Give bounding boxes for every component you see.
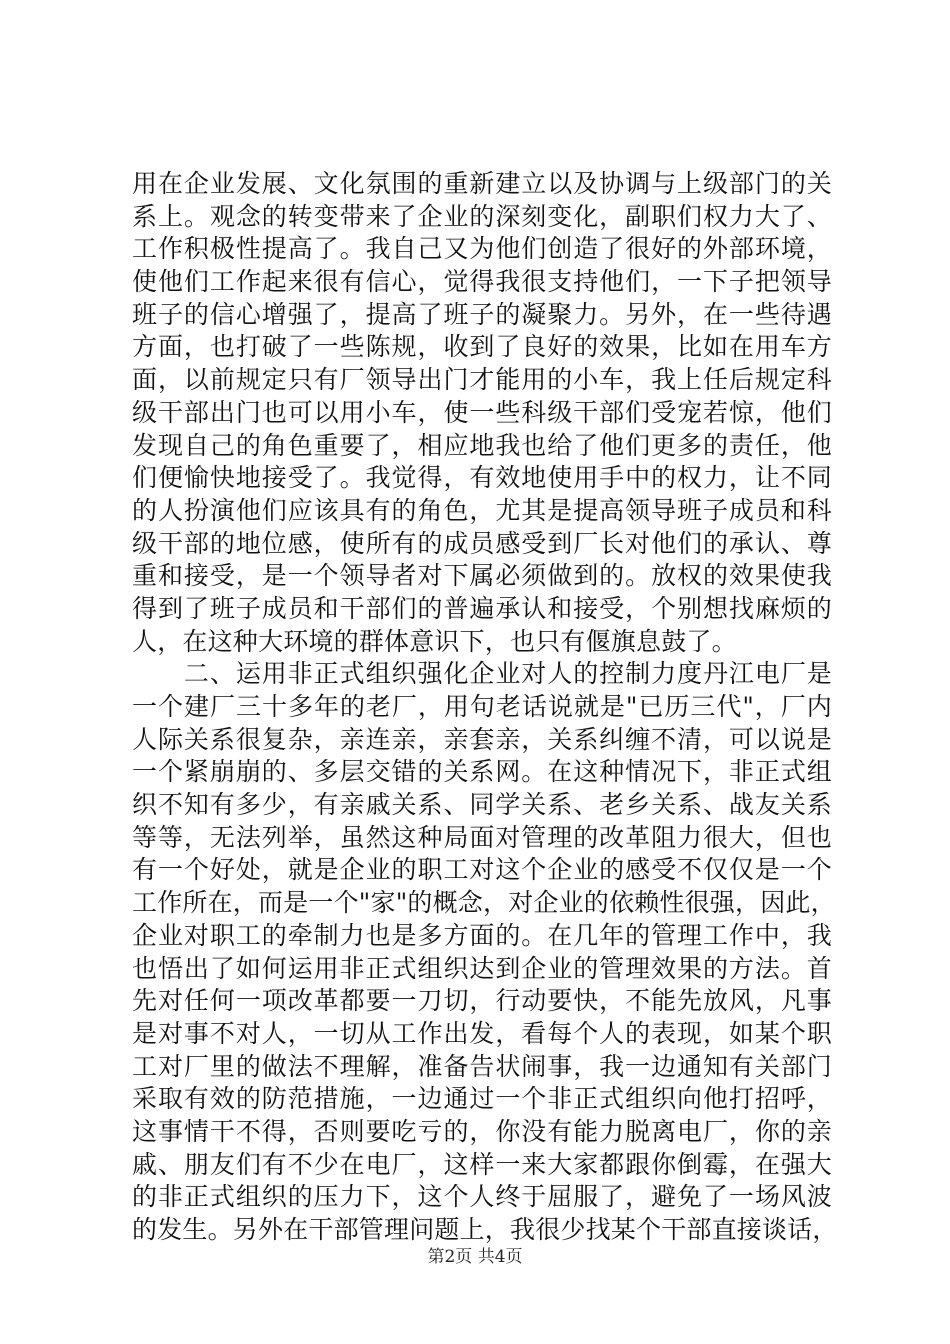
text-line: 是对事不对人，一切从工作出发，看每个人的表现，如某个职 xyxy=(132,1018,832,1048)
text-line: 一个紧崩崩的、多层交错的关系网。在这种情况下，非正式组 xyxy=(132,757,832,787)
text-line: 使他们工作起来很有信心，觉得我很支持他们，一下子把领导 xyxy=(132,267,832,297)
text-line: 发现自己的角色重要了，相应地我也给了他们更多的责任，他 xyxy=(132,430,832,460)
body-text xyxy=(132,168,838,1247)
text-line: 的人扮演他们应该具有的角色，尤其是提高领导班子成员和科 xyxy=(132,495,832,525)
text-line: 工作积极性提高了。我自己又为他们创造了很好的外部环境， xyxy=(132,234,832,264)
text-line: 戚、朋友们有不少在电厂，这样一来大家都跟你倒霉，在强大 xyxy=(132,1149,832,1179)
text-line: 也悟出了如何运用非正式组织达到企业的管理效果的方法。首 xyxy=(132,953,832,983)
text-line: 先对任何一项改革都要一刀切，行动要快，不能先放风，凡事 xyxy=(132,986,832,1016)
text-line: 们便愉快地接受了。我觉得，有效地使用手中的权力，让不同 xyxy=(132,463,832,493)
text-line: 面，以前规定只有厂领导出门才能用的小车，我上任后规定科 xyxy=(132,365,832,395)
text-line: 的发生。另外在干部管理问题上，我很少找某个干部直接谈话， xyxy=(132,1215,838,1244)
text-line: 织不知有多少，有亲戚关系、同学关系、老乡关系、战友关系 xyxy=(132,790,832,820)
text-line: 级干部的地位感，使所有的成员感受到厂长对他们的承认、尊 xyxy=(132,528,832,558)
text-line: 企业对职工的牵制力也是多方面的。在几年的管理工作中，我 xyxy=(132,920,832,950)
text-line: 重和接受，是一个领导者对下属必须做到的。放权的效果使我 xyxy=(132,561,832,591)
text-line: 工对厂里的做法不理解，准备告状闹事，我一边通知有关部门 xyxy=(132,1051,832,1081)
text-line: 得到了班子成员和干部们的普遍承认和接受，个别想找麻烦的 xyxy=(132,593,832,623)
text-line: 人际关系很复杂，亲连亲，亲套亲，关系纠缠不清，可以说是 xyxy=(132,724,832,754)
page-footer: 第2页 共4页 xyxy=(427,1247,523,1267)
text-line: 班子的信心增强了，提高了班子的凝聚力。另外，在一些待遇 xyxy=(132,299,832,329)
text-line: 一个建厂三十多年的老厂，用句老话说就是"已历三代"，厂内 xyxy=(132,692,832,721)
text-line: 系上。观念的转变带来了企业的深刻变化，副职们权力大了、 xyxy=(132,201,832,231)
text-line: 用在企业发展、文化氛围的重新建立以及协调与上级部门的关 xyxy=(132,169,832,198)
text-line: 有一个好处，就是企业的职工对这个企业的感受不仅仅是一个 xyxy=(132,855,832,885)
text-line: 二、运用非正式组织强化企业对人的控制力度丹江电厂是 xyxy=(132,659,832,689)
text-line: 等等，无法列举，虽然这种局面对管理的改革阻力很大，但也 xyxy=(132,822,832,852)
text-line: 方面，也打破了一些陈规，收到了良好的效果，比如在用车方 xyxy=(132,332,832,362)
text-line: 采取有效的防范措施，一边通过一个非正式组织向他打招呼， xyxy=(132,1084,832,1114)
text-line: 这事情干不得，否则要吃亏的，你没有能力脱离电厂，你的亲 xyxy=(132,1116,832,1146)
text-line: 的非正式组织的压力下，这个人终于屈服了，避免了一场风波 xyxy=(132,1182,832,1212)
text-line: 级干部出门也可以用小车，使一些科级干部们受宠若惊，他们 xyxy=(132,397,832,427)
text-line: 人，在这种大环境的群体意识下，也只有偃旗息鼓了。 xyxy=(132,626,737,656)
text-line: 工作所在，而是一个"家"的概念，对企业的依赖性很强，因此， xyxy=(132,888,836,918)
